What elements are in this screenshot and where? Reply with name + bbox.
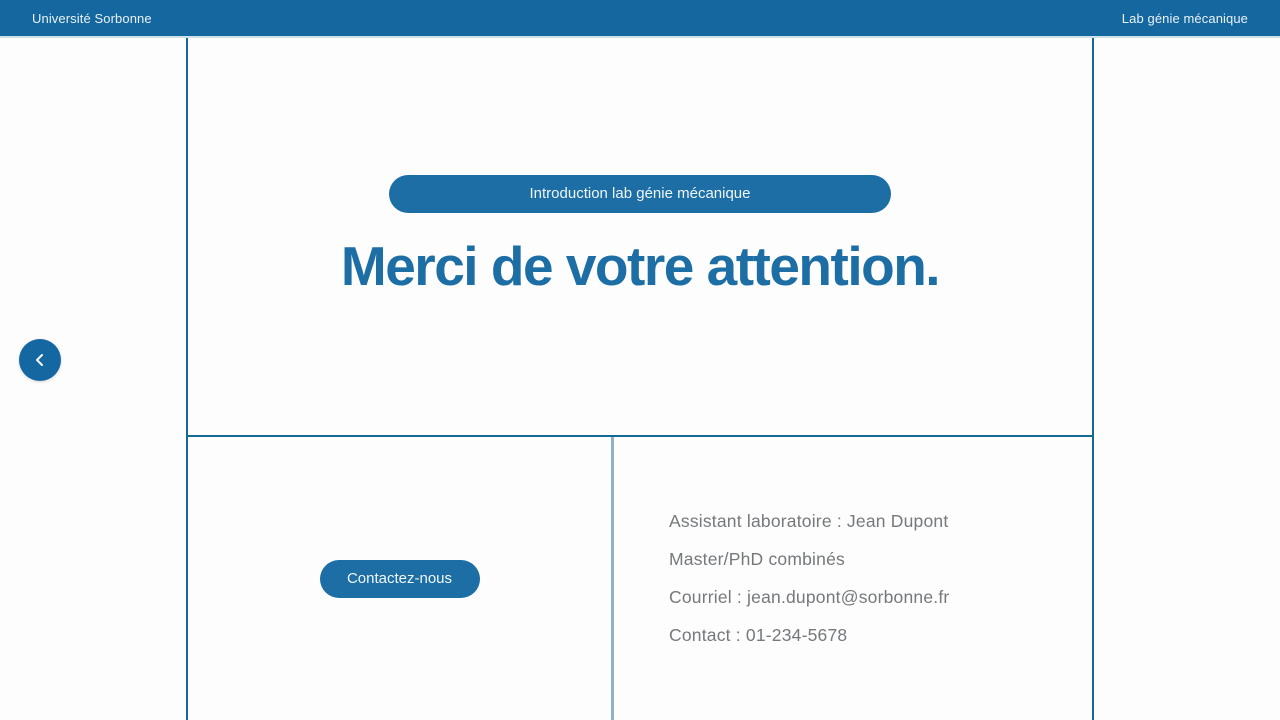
chevron-left-icon	[32, 352, 48, 368]
contact-line-phone: Contact : 01-234-5678	[669, 625, 848, 645]
hero-section	[188, 38, 1092, 435]
contact-line-program: Master/PhD combinés	[669, 549, 845, 569]
slide-title: Merci de votre attention.	[340, 234, 940, 297]
topbar-brand: Université Sorbonne	[32, 10, 152, 26]
slide-frame	[186, 38, 1094, 720]
contact-section	[188, 437, 1092, 720]
previous-slide-button[interactable]	[19, 339, 61, 381]
contact-us-button[interactable]: Contactez-nous	[320, 560, 480, 598]
contact-line-email: Courriel : jean.dupont@sorbonne.fr	[669, 587, 950, 607]
kicker-badge: Introduction lab génie mécanique	[389, 175, 891, 213]
top-bar	[0, 0, 1280, 38]
topbar-course-label: Lab génie mécanique	[1121, 10, 1248, 26]
contact-button-cell	[188, 437, 611, 720]
contact-line-assistant: Assistant laboratoire : Jean Dupont	[669, 511, 949, 531]
contact-info-cell	[614, 437, 1092, 720]
